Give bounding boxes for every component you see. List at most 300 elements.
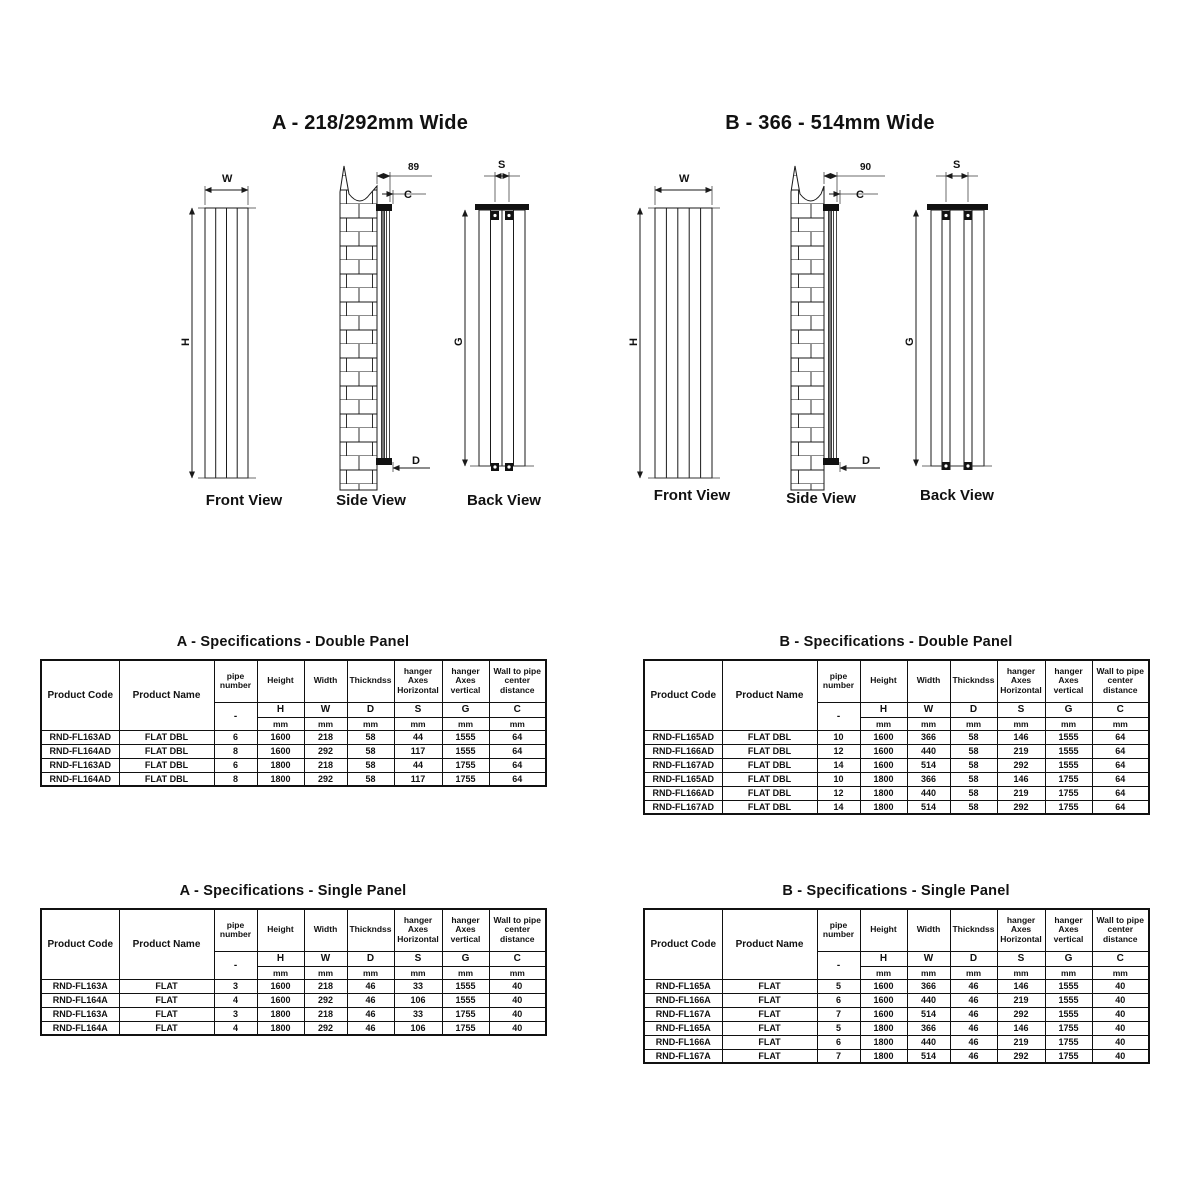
spec-row	[41, 979, 546, 993]
spec-cell: RND-FL165AD	[644, 772, 722, 786]
col-pipe-number: pipe number	[817, 909, 860, 951]
col-thickness: Thickndss	[950, 660, 997, 702]
spec-cell: 1755	[1045, 786, 1092, 800]
spec-cell: 1800	[860, 786, 907, 800]
col-product-code: Product Code	[644, 909, 722, 979]
spec-cell: 117	[394, 744, 442, 758]
spec-cell: RND-FL163AD	[41, 758, 119, 772]
spec-row	[644, 1007, 1149, 1021]
unit-mm: mm	[304, 966, 347, 979]
spec-cell: RND-FL166A	[644, 1035, 722, 1049]
col-height: Height	[860, 660, 907, 702]
diagram-a-drawing	[60, 148, 560, 520]
spec-row	[644, 1021, 1149, 1035]
spec-cell: 1600	[860, 979, 907, 993]
col-hanger-vertical: hanger Axes vertical	[442, 909, 489, 951]
spec-cell: 46	[347, 993, 394, 1007]
spec-row	[41, 772, 546, 786]
spec-row	[41, 744, 546, 758]
spec-cell: 58	[347, 730, 394, 744]
dim-h-label-b: H	[628, 338, 640, 346]
spec-cell: 14	[817, 800, 860, 814]
spec-cell: 44	[394, 758, 442, 772]
front-view-b	[628, 173, 720, 478]
spec-cell: 292	[304, 772, 347, 786]
spec-cell: 1755	[442, 772, 489, 786]
spec-cell: 46	[950, 1021, 997, 1035]
spec-cell: 1600	[257, 979, 304, 993]
spec-cell: 46	[950, 993, 997, 1007]
spec-cell: 5	[817, 1021, 860, 1035]
unit-mm: mm	[442, 966, 489, 979]
spec-row	[41, 1021, 546, 1035]
sub-d: D	[347, 702, 394, 717]
spec-cell: 58	[950, 758, 997, 772]
spec-cell: 146	[997, 979, 1045, 993]
spec-cell: 514	[907, 1007, 950, 1021]
spec-cell: 219	[997, 993, 1045, 1007]
spec-cell: 64	[1092, 758, 1149, 772]
spec-cell: 366	[907, 772, 950, 786]
spec-cell: 440	[907, 786, 950, 800]
spec-cell: 146	[997, 772, 1045, 786]
spec-section-b-double	[643, 634, 1149, 815]
spec-cell: 1600	[257, 744, 304, 758]
dim-c-label-b: C	[856, 189, 864, 201]
front-view-a	[180, 173, 256, 478]
spec-cell: 46	[347, 1007, 394, 1021]
spec-cell: 64	[1092, 786, 1149, 800]
spec-cell: 218	[304, 1007, 347, 1021]
sub-g: G	[442, 702, 489, 717]
spec-cell: RND-FL167AD	[644, 758, 722, 772]
spec-table-a-single	[40, 908, 547, 1036]
spec-cell: 219	[997, 744, 1045, 758]
spec-row	[41, 1007, 546, 1021]
sub-w: W	[907, 951, 950, 966]
spec-cell: 8	[214, 744, 257, 758]
spec-cell: 10	[817, 772, 860, 786]
spec-cell: 46	[950, 1049, 997, 1063]
spec-cell: 64	[489, 730, 546, 744]
spec-table-b-double	[643, 659, 1150, 815]
col-hanger-horizontal: hanger Axes Horizontal	[394, 909, 442, 951]
spec-cell: 440	[907, 993, 950, 1007]
spec-section-b-single	[643, 883, 1149, 1064]
spec-cell: 1600	[860, 730, 907, 744]
col-hanger-horizontal: hanger Axes Horizontal	[394, 660, 442, 702]
col-product-name: Product Name	[722, 909, 817, 979]
spec-cell: 146	[997, 730, 1045, 744]
spec-cell: RND-FL163A	[41, 1007, 119, 1021]
spec-cell: 1555	[442, 744, 489, 758]
sub-d: D	[347, 951, 394, 966]
spec-cell: 218	[304, 979, 347, 993]
unit-mm: mm	[950, 966, 997, 979]
spec-cell: 366	[907, 730, 950, 744]
spec-cell: 1755	[442, 758, 489, 772]
side-view-label-a: Side View	[336, 492, 406, 509]
unit-mm: mm	[950, 717, 997, 730]
spec-cell: 1800	[257, 758, 304, 772]
spec-cell: 40	[489, 1021, 546, 1035]
unit-mm: mm	[997, 717, 1045, 730]
spec-cell: 106	[394, 1021, 442, 1035]
spec-cell: 1600	[860, 744, 907, 758]
spec-cell: 58	[347, 758, 394, 772]
spec-cell: 12	[817, 744, 860, 758]
spec-cell: 1600	[860, 758, 907, 772]
spec-cell: 64	[489, 744, 546, 758]
unit-mm: mm	[394, 966, 442, 979]
sub-g: G	[442, 951, 489, 966]
sub-dash: -	[817, 702, 860, 730]
spec-cell: 1600	[860, 993, 907, 1007]
spec-cell: RND-FL164A	[41, 993, 119, 1007]
sub-d: D	[950, 702, 997, 717]
spec-cell: 58	[950, 800, 997, 814]
sub-c: C	[1092, 702, 1149, 717]
spec-cell: 292	[997, 1007, 1045, 1021]
col-wall-to-pipe: Wall to pipe center distance	[489, 909, 546, 951]
spec-cell: 46	[347, 979, 394, 993]
sub-s: S	[394, 702, 442, 717]
spec-cell: FLAT	[722, 979, 817, 993]
dim-c-label-a: C	[404, 189, 412, 201]
diagram-b-drawing	[590, 148, 1110, 520]
diagram-b-title: B - 366 - 514mm Wide	[725, 112, 935, 134]
spec-title-b-single: B - Specifications - Single Panel	[782, 883, 1010, 899]
sub-c: C	[489, 702, 546, 717]
spec-cell: 12	[817, 786, 860, 800]
spec-cell: 106	[394, 993, 442, 1007]
spec-cell: 64	[489, 772, 546, 786]
spec-row	[644, 744, 1149, 758]
spec-cell: 514	[907, 1049, 950, 1063]
unit-mm: mm	[304, 717, 347, 730]
dim-d-label-b: D	[862, 455, 870, 467]
spec-cell: 58	[950, 730, 997, 744]
spec-cell: 366	[907, 979, 950, 993]
spec-cell: 440	[907, 744, 950, 758]
spec-cell: 58	[950, 786, 997, 800]
spec-cell: 46	[950, 1007, 997, 1021]
back-view-a	[453, 159, 534, 471]
col-pipe-number: pipe number	[214, 660, 257, 702]
spec-cell: 40	[489, 993, 546, 1007]
spec-section-a-single	[40, 883, 546, 1036]
spec-cell: 58	[950, 744, 997, 758]
col-width: Width	[907, 660, 950, 702]
dim-g-label-a: G	[453, 337, 465, 346]
spec-cell: 1755	[1045, 1021, 1092, 1035]
spec-cell: 292	[997, 800, 1045, 814]
side-view-a	[340, 162, 432, 490]
spec-cell: 1755	[1045, 1035, 1092, 1049]
spec-cell: 40	[1092, 1021, 1149, 1035]
spec-cell: 46	[950, 979, 997, 993]
spec-cell: 4	[214, 993, 257, 1007]
spec-cell: 33	[394, 979, 442, 993]
col-wall-to-pipe: Wall to pipe center distance	[1092, 909, 1149, 951]
spec-cell: 8	[214, 772, 257, 786]
spec-title-b-double: B - Specifications - Double Panel	[779, 634, 1013, 650]
spec-cell: 1755	[1045, 1049, 1092, 1063]
col-product-code: Product Code	[41, 909, 119, 979]
spec-cell: FLAT DBL	[722, 744, 817, 758]
col-pipe-number: pipe number	[214, 909, 257, 951]
back-view-label-b: Back View	[920, 487, 994, 504]
spec-cell: FLAT	[722, 993, 817, 1007]
spec-cell: 1600	[257, 730, 304, 744]
spec-cell: RND-FL165A	[644, 979, 722, 993]
spec-cell: FLAT	[722, 1021, 817, 1035]
sub-h: H	[860, 702, 907, 717]
spec-cell: 292	[997, 758, 1045, 772]
col-width: Width	[304, 909, 347, 951]
spec-cell: 64	[1092, 744, 1149, 758]
spec-cell: 1755	[442, 1021, 489, 1035]
spec-cell: 40	[489, 1007, 546, 1021]
spec-cell: 1755	[1045, 772, 1092, 786]
spec-cell: 1555	[1045, 993, 1092, 1007]
spec-cell: FLAT DBL	[722, 730, 817, 744]
spec-table-a-double	[40, 659, 547, 787]
unit-mm: mm	[442, 717, 489, 730]
spec-cell: 1555	[1045, 730, 1092, 744]
bracket-offset-label-b: 90	[860, 162, 872, 173]
spec-cell: 40	[1092, 1035, 1149, 1049]
spec-cell: 4	[214, 1021, 257, 1035]
spec-cell: 514	[907, 800, 950, 814]
col-product-name: Product Name	[119, 660, 214, 730]
unit-mm: mm	[394, 717, 442, 730]
sub-w: W	[304, 951, 347, 966]
spec-cell: 218	[304, 730, 347, 744]
unit-mm: mm	[489, 717, 546, 730]
spec-cell: 1555	[442, 979, 489, 993]
dim-w-label-a: W	[222, 173, 233, 185]
spec-cell: FLAT	[119, 979, 214, 993]
spec-cell: 1755	[1045, 800, 1092, 814]
spec-cell: RND-FL165A	[644, 1021, 722, 1035]
dim-s-label-a: S	[498, 159, 506, 171]
spec-cell: 292	[997, 1049, 1045, 1063]
col-height: Height	[257, 909, 304, 951]
spec-cell: 10	[817, 730, 860, 744]
sub-c: C	[1092, 951, 1149, 966]
unit-mm: mm	[1045, 966, 1092, 979]
spec-cell: 58	[347, 744, 394, 758]
col-hanger-horizontal: hanger Axes Horizontal	[997, 909, 1045, 951]
spec-cell: 1800	[860, 1035, 907, 1049]
spec-cell: 146	[997, 1021, 1045, 1035]
sub-d: D	[950, 951, 997, 966]
spec-cell: 7	[817, 1007, 860, 1021]
spec-cell: FLAT DBL	[722, 786, 817, 800]
spec-cell: FLAT DBL	[722, 772, 817, 786]
spec-cell: 218	[304, 758, 347, 772]
dim-g-label-b: G	[904, 337, 916, 346]
spec-row	[644, 993, 1149, 1007]
sub-g: G	[1045, 702, 1092, 717]
spec-cell: 14	[817, 758, 860, 772]
col-thickness: Thickndss	[347, 660, 394, 702]
col-product-name: Product Name	[119, 909, 214, 979]
spec-cell: 1800	[860, 1021, 907, 1035]
spec-cell: FLAT	[119, 1021, 214, 1035]
spec-cell: RND-FL166AD	[644, 744, 722, 758]
unit-mm: mm	[347, 966, 394, 979]
spec-cell: 40	[1092, 1049, 1149, 1063]
unit-mm: mm	[1092, 966, 1149, 979]
spec-cell: RND-FL166A	[644, 993, 722, 1007]
spec-cell: 46	[950, 1035, 997, 1049]
spec-cell: 6	[817, 993, 860, 1007]
unit-mm: mm	[907, 717, 950, 730]
spec-row	[644, 772, 1149, 786]
dim-d-label-a: D	[412, 455, 420, 467]
unit-mm: mm	[1092, 717, 1149, 730]
spec-cell: 1800	[860, 800, 907, 814]
unit-mm: mm	[997, 966, 1045, 979]
spec-cell: 292	[304, 744, 347, 758]
col-product-code: Product Code	[644, 660, 722, 730]
spec-cell: 7	[817, 1049, 860, 1063]
spec-cell: 44	[394, 730, 442, 744]
spec-cell: 33	[394, 1007, 442, 1021]
spec-cell: 219	[997, 1035, 1045, 1049]
side-view-label-b: Side View	[786, 490, 856, 507]
spec-cell: RND-FL164A	[41, 1021, 119, 1035]
spec-cell: 1800	[257, 772, 304, 786]
col-hanger-horizontal: hanger Axes Horizontal	[997, 660, 1045, 702]
spec-cell: FLAT DBL	[119, 772, 214, 786]
side-view-b	[791, 162, 885, 490]
spec-cell: 64	[1092, 730, 1149, 744]
unit-mm: mm	[1045, 717, 1092, 730]
col-wall-to-pipe: Wall to pipe center distance	[489, 660, 546, 702]
spec-cell: FLAT DBL	[119, 744, 214, 758]
dim-w-label-b: W	[679, 173, 690, 185]
spec-cell: 64	[1092, 772, 1149, 786]
col-height: Height	[860, 909, 907, 951]
spec-row	[644, 800, 1149, 814]
spec-cell: 1555	[1045, 1007, 1092, 1021]
spec-row	[41, 758, 546, 772]
spec-table-b-single	[643, 908, 1150, 1064]
sub-g: G	[1045, 951, 1092, 966]
spec-cell: 366	[907, 1021, 950, 1035]
col-product-code: Product Code	[41, 660, 119, 730]
spec-cell: FLAT DBL	[722, 758, 817, 772]
col-wall-to-pipe: Wall to pipe center distance	[1092, 660, 1149, 702]
unit-mm: mm	[907, 966, 950, 979]
sub-dash: -	[214, 951, 257, 979]
spec-cell: 1800	[257, 1021, 304, 1035]
spec-cell: 64	[1092, 800, 1149, 814]
spec-cell: RND-FL163A	[41, 979, 119, 993]
spec-cell: 46	[347, 1021, 394, 1035]
spec-cell: 40	[1092, 1007, 1149, 1021]
col-hanger-vertical: hanger Axes vertical	[1045, 660, 1092, 702]
spec-row	[644, 730, 1149, 744]
spec-cell: FLAT	[119, 993, 214, 1007]
spec-cell: RND-FL166AD	[644, 786, 722, 800]
spec-cell: FLAT	[722, 1049, 817, 1063]
col-thickness: Thickndss	[347, 909, 394, 951]
unit-mm: mm	[489, 966, 546, 979]
unit-mm: mm	[257, 966, 304, 979]
spec-cell: 40	[489, 979, 546, 993]
spec-cell: 514	[907, 758, 950, 772]
dim-s-label-b: S	[953, 159, 961, 171]
spec-cell: 1600	[257, 993, 304, 1007]
spec-cell: RND-FL165AD	[644, 730, 722, 744]
spec-cell: 3	[214, 979, 257, 993]
spec-cell: RND-FL164AD	[41, 772, 119, 786]
spec-cell: RND-FL163AD	[41, 730, 119, 744]
spec-cell: 1555	[442, 993, 489, 1007]
spec-title-a-double: A - Specifications - Double Panel	[176, 634, 410, 650]
unit-mm: mm	[257, 717, 304, 730]
spec-row	[644, 979, 1149, 993]
sub-s: S	[997, 951, 1045, 966]
spec-cell: 5	[817, 979, 860, 993]
spec-cell: FLAT DBL	[119, 758, 214, 772]
spec-cell: 64	[489, 758, 546, 772]
spec-cell: 1600	[860, 1007, 907, 1021]
col-product-name: Product Name	[722, 660, 817, 730]
spec-cell: 1555	[1045, 758, 1092, 772]
spec-cell: FLAT DBL	[722, 800, 817, 814]
spec-row	[644, 786, 1149, 800]
sub-w: W	[304, 702, 347, 717]
spec-cell: 1555	[1045, 979, 1092, 993]
spec-cell: RND-FL164AD	[41, 744, 119, 758]
spec-cell: 40	[1092, 993, 1149, 1007]
sub-h: H	[860, 951, 907, 966]
spec-cell: RND-FL167AD	[644, 800, 722, 814]
spec-row	[644, 1035, 1149, 1049]
spec-cell: 3	[214, 1007, 257, 1021]
unit-mm: mm	[347, 717, 394, 730]
col-height: Height	[257, 660, 304, 702]
back-view-b	[904, 159, 992, 470]
spec-cell: 6	[214, 758, 257, 772]
bracket-offset-label-a: 89	[408, 162, 420, 173]
col-width: Width	[907, 909, 950, 951]
spec-row	[644, 758, 1149, 772]
col-hanger-vertical: hanger Axes vertical	[1045, 909, 1092, 951]
spec-cell: 1555	[1045, 744, 1092, 758]
spec-cell: 1555	[442, 730, 489, 744]
spec-cell: 292	[304, 1021, 347, 1035]
spec-cell: 58	[347, 772, 394, 786]
sub-c: C	[489, 951, 546, 966]
dim-h-label-a: H	[180, 338, 192, 346]
spec-cell: FLAT DBL	[119, 730, 214, 744]
col-width: Width	[304, 660, 347, 702]
spec-cell: RND-FL167A	[644, 1007, 722, 1021]
front-view-label-a: Front View	[205, 492, 283, 509]
spec-cell: RND-FL167A	[644, 1049, 722, 1063]
unit-mm: mm	[860, 717, 907, 730]
spec-section-a-double	[40, 634, 546, 787]
col-pipe-number: pipe number	[817, 660, 860, 702]
spec-cell: 6	[817, 1035, 860, 1049]
sub-s: S	[394, 951, 442, 966]
